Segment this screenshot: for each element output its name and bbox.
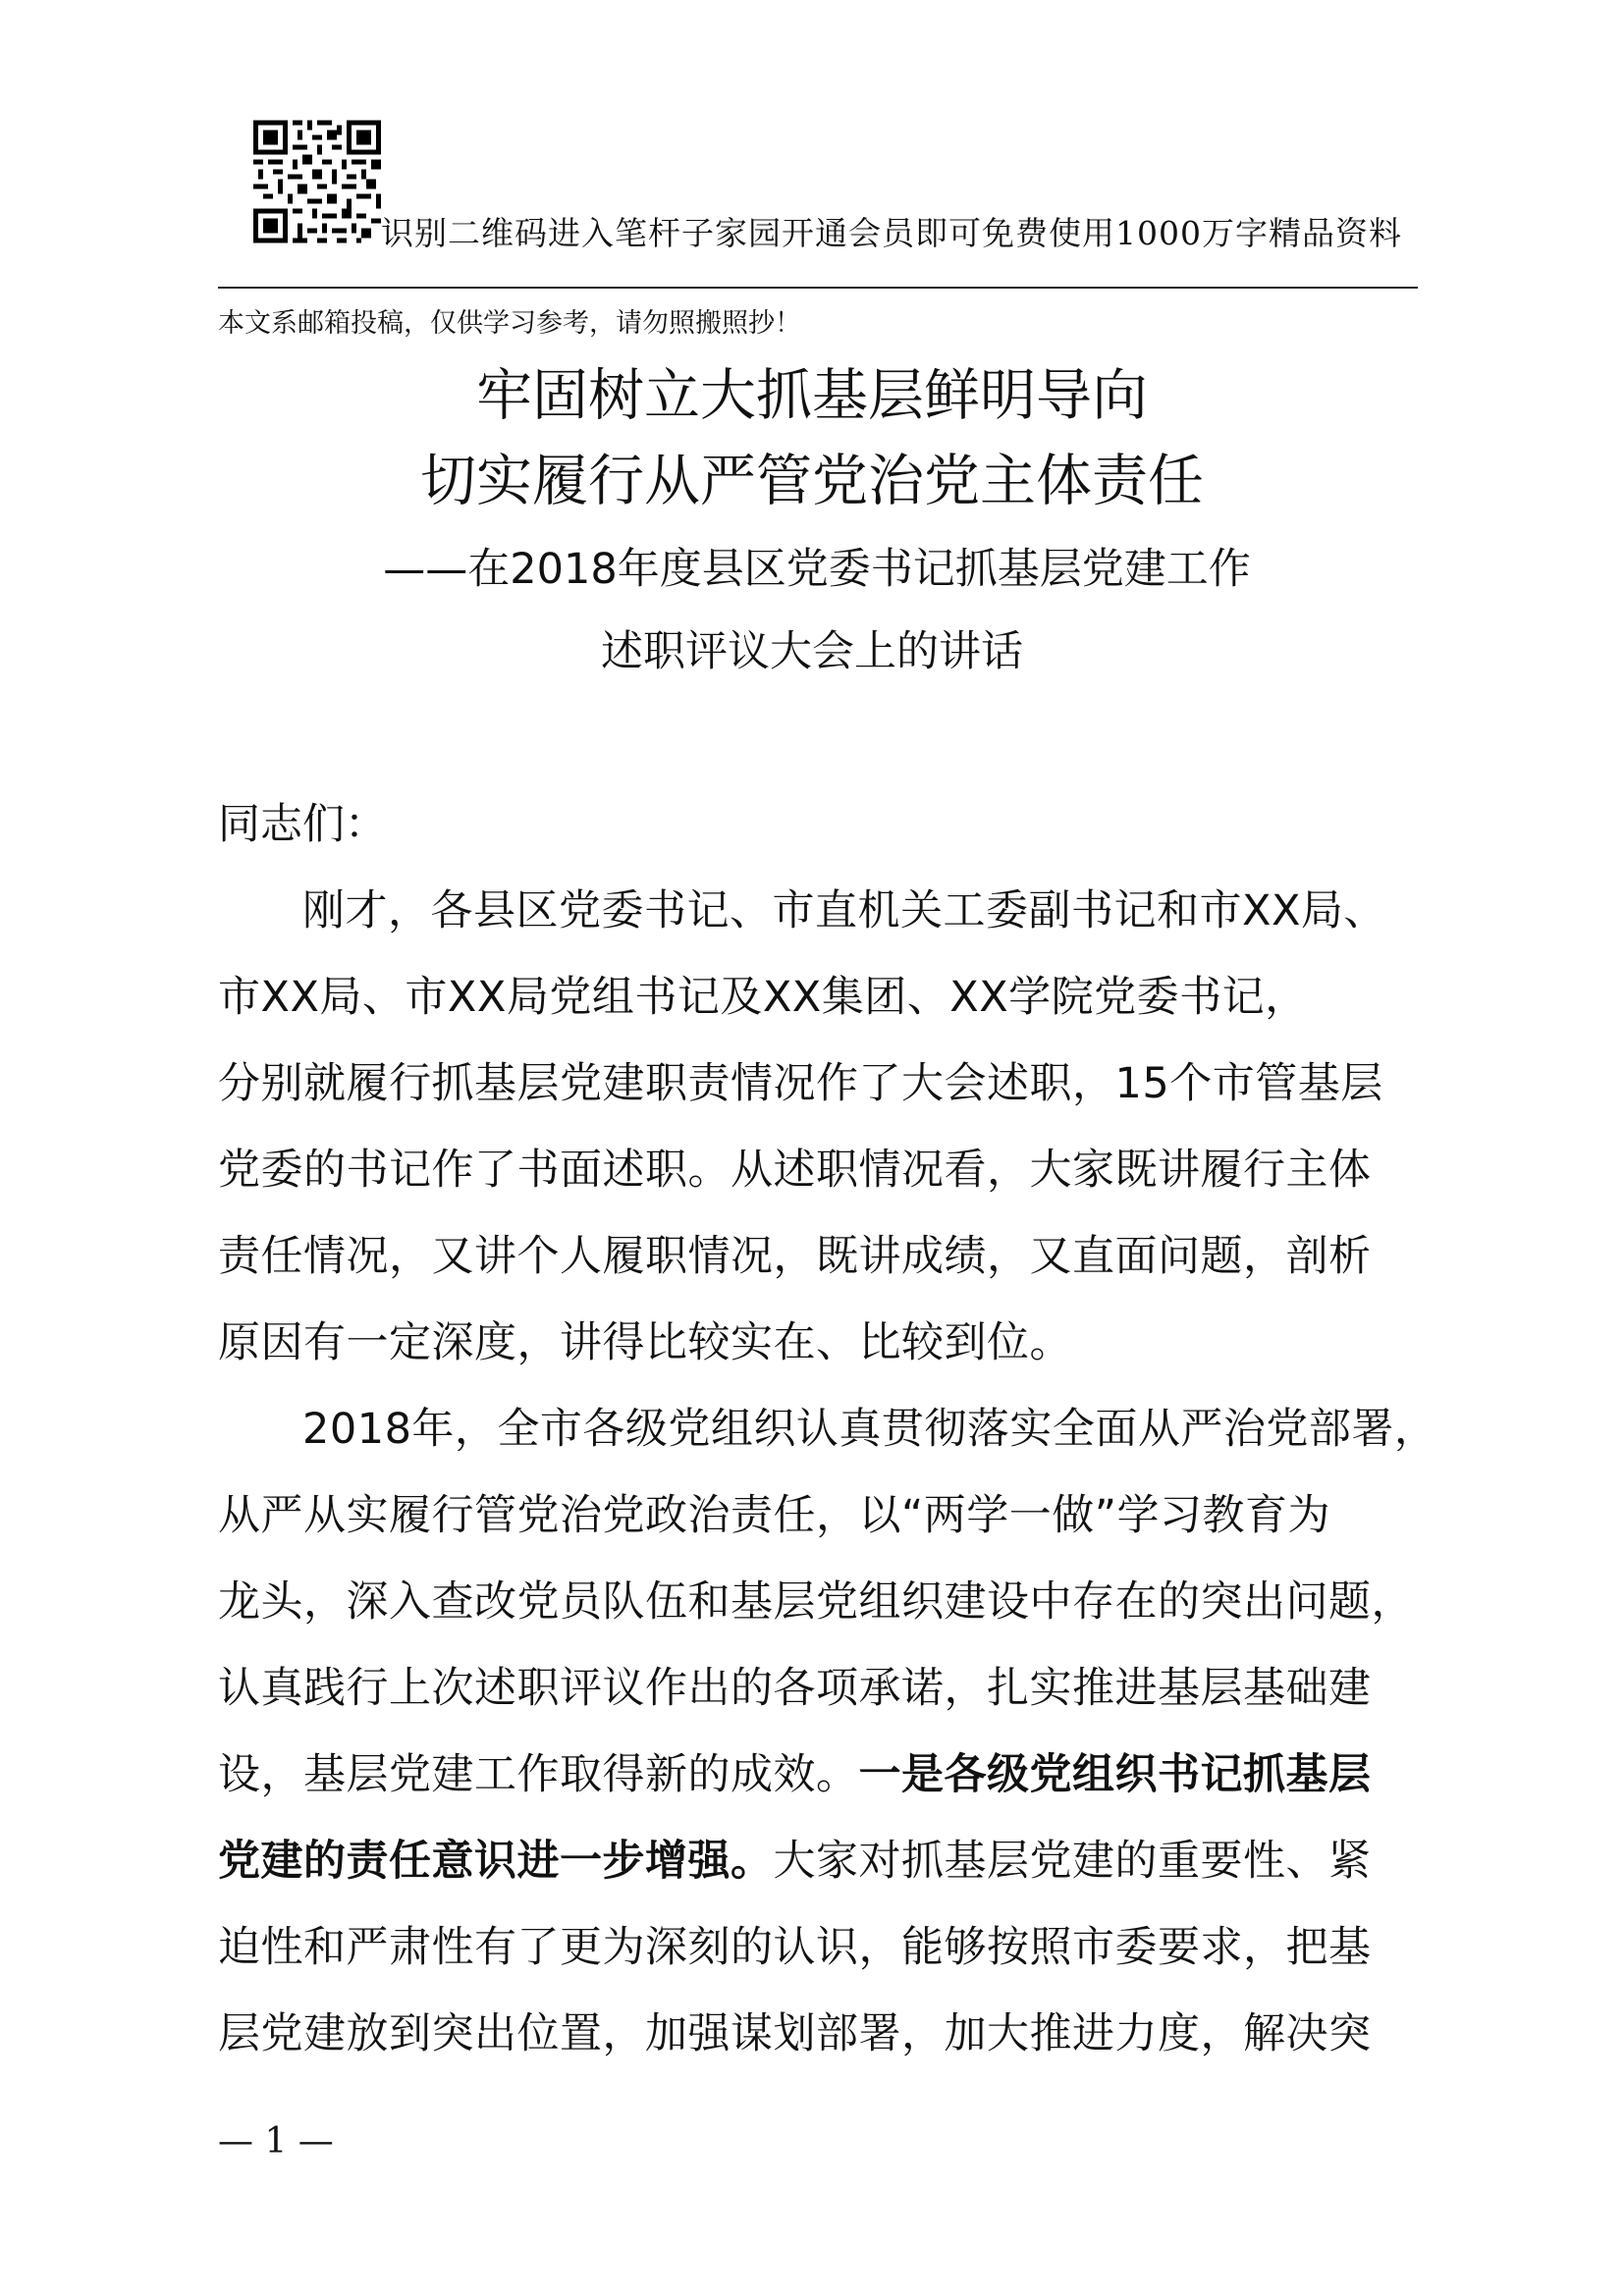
paragraph-1-line: 刚才，各县区党委书记、市直机关工委副书记和市XX局、	[302, 886, 1386, 935]
document-subtitle-line-2: 述职评议大会上的讲话	[601, 627, 1023, 676]
paragraph-2-line: 认真践行上次述职评议作出的各项承诺，扎实推进基层基础建	[218, 1664, 1372, 1713]
greeting: 同志们：	[218, 800, 387, 849]
paragraph-1-line: 分别就履行抓基层党建职责情况作了大会述职，15个市管基层	[218, 1059, 1383, 1108]
paragraph-2-line	[218, 1834, 1435, 1889]
point-one-heading: 一是各级党组织书记抓基层	[858, 1750, 1372, 1799]
page-number: — 1 —	[218, 2121, 334, 2162]
document-subtitle-line-1: ——在2018年度县区党委书记抓基层党建工作	[383, 545, 1251, 594]
paragraph-1-line: 责任情况，又讲个人履职情况，既讲成绩，又直面问题，剖析	[218, 1232, 1372, 1281]
paragraph-2-line: 2018年，全市各级党组织认真贯彻落实全面从严治党部署，	[302, 1405, 1437, 1454]
paragraph-2-line	[218, 1747, 1435, 1802]
paragraph-2-line: 层党建放到突出位置，加强谋划部署，加大推进力度，解决突	[218, 2009, 1372, 2058]
submission-notice: 本文系邮箱投稿，仅供学习参考，请勿照搬照抄！	[218, 308, 801, 339]
membership-promo-text: 识别二维码进入笔杆子家园开通会员即可免费使用1000万字精品资料	[381, 214, 1402, 252]
paragraph-1-line: 市XX局、市XX局党组书记及XX集团、XX学院党委书记，	[218, 973, 1308, 1022]
point-one-heading-continued: 党建的责任意识进一步增强。	[218, 1837, 774, 1886]
paragraph-2-line: 迫性和严肃性有了更为深刻的认识，能够按照市委要求，把基	[218, 1923, 1372, 1972]
paragraph-2-line: 龙头，深入查改党员队伍和基层党组织建设中存在的突出问题，	[218, 1577, 1414, 1627]
qr-code-icon[interactable]	[253, 120, 381, 243]
paragraph-1-line: 原因有一定深度，讲得比较实在、比较到位。	[218, 1318, 1072, 1367]
document-title-line-1: 牢固树立大抓基层鲜明导向	[476, 363, 1148, 428]
paragraph-2-text: 大家对抓基层党建的重要性、紧	[773, 1837, 1372, 1886]
paragraph-2-text: 设，基层党建工作取得新的成效。	[218, 1750, 859, 1799]
document-title-line-2: 切实履行从严管党治党主体责任	[420, 449, 1204, 513]
paragraph-2-line: 从严从实履行管党治党政治责任，以“两学一做”学习教育为	[218, 1491, 1331, 1540]
paragraph-1-line: 党委的书记作了书面述职。从述职情况看，大家既讲履行主体	[218, 1146, 1372, 1195]
header-divider	[218, 287, 1418, 289]
